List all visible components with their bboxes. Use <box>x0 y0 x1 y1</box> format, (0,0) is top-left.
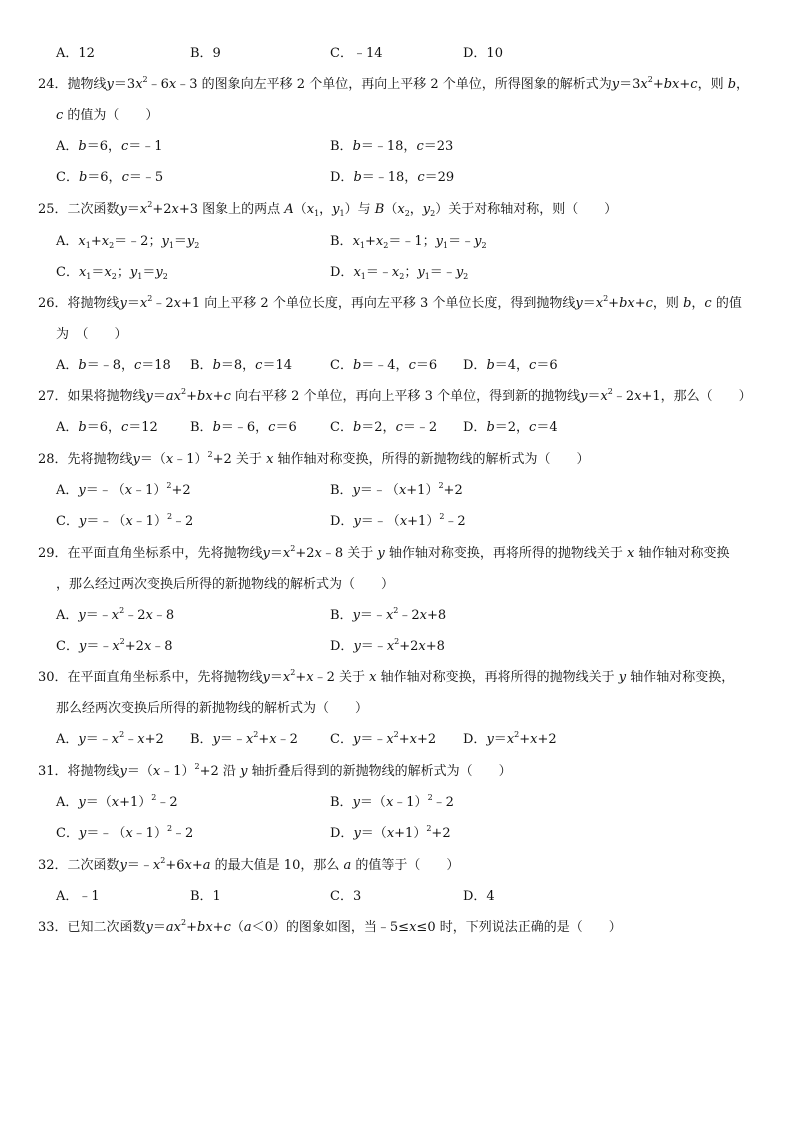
q27-opts-option-B: B．b＝﹣6，c＝6 <box>190 420 297 435</box>
q24-opts2-option-A: C．b＝6，c＝﹣5 <box>56 170 164 185</box>
q32-opts-option-A: A．﹣1 <box>56 889 100 904</box>
q23-opts-option-D: D．10 <box>463 46 503 61</box>
q25-question-text: 25．二次函数$y=x^2+2x+3$ 图象上的两点 $A(x_1$，$y_1$）与 $B(x_2$，$y_2$）关于对称轴对称，则（ ） <box>38 200 618 218</box>
q25-opts2-option-B: D．$x_1=﹣x_2$；$y_1=﹣y_2$ <box>330 265 469 281</box>
q23-opts-option-A: A．12 <box>56 46 95 61</box>
q24-cont-continuation-text: c 的值为（ ） <box>56 108 159 123</box>
q24-question-text: 24．抛物线$y=3x^2﹣6x﹣3$ 的图象向左平移 2 个单位，再向上平移 2 个单位，所得图象的解析式为$y=3x^2+bx+c$，则 b， <box>38 75 750 92</box>
q26-opts-option-D: D．b＝4，c＝6 <box>463 358 558 373</box>
q30-opts-option-D: D．$y=x^2+x+2$ <box>463 730 557 747</box>
q28-opts1-option-B: B．$y=﹣(x+1)^2+2$ <box>330 481 463 498</box>
q24-opts1-option-A: A．b＝6，c＝﹣1 <box>56 139 163 154</box>
q29-opts2-option-B: D．$y=﹣x^2+2x+8$ <box>330 637 445 654</box>
q27-opts-option-C: C．b＝2，c＝﹣2 <box>330 420 438 435</box>
q27-opts-option-D: D．b＝2，c＝4 <box>463 420 558 435</box>
q24-opts2-option-B: D．b＝﹣18，c＝29 <box>330 170 455 185</box>
q31-question-text: 31．将抛物线y＝（x﹣1）$^2$+2 沿 y 轴折叠后得到的新抛物线的解析式为（ ） <box>38 762 512 779</box>
q27-question-text: 27．如果将抛物线$y=ax^2+bx+c$ 向右平移 2 个单位，再向上平移 3 个单位，得到新的抛物线$y=x^2﹣2x+1$，那么（ ） <box>38 387 752 404</box>
q29-cont-continuation-text: ，那么经过两次变换后所得的新抛物线的解析式为（ ） <box>56 577 395 592</box>
q28-opts2-option-A: C．y＝﹣（x﹣1）$^2$﹣2 <box>56 512 194 529</box>
q24-opts1-option-B: B．b＝﹣18，c＝23 <box>330 139 454 154</box>
q26-question-text: 26．将抛物线$y=x^2﹣2x+1$ 向上平移 2 个单位长度，再向左平移 3 个单位长度，得到抛物线$y=x^2+bx+c$，则 b，c 的值 <box>38 294 742 311</box>
q32-opts-option-C: C．3 <box>330 889 362 904</box>
q27-opts-option-A: A．b＝6，c＝12 <box>56 420 158 435</box>
q29-question-text: 29．在平面直角坐标系中，先将抛物线$y=x^2+2x﹣8$ 关于 y 轴作轴对称变换，再将所得的抛物线关于 x 轴作轴对称变换 <box>38 544 730 561</box>
q29-opts1-option-B: B．$y=﹣x^2﹣2x+8$ <box>330 606 447 623</box>
q31-opts2-option-B: D．$y=(x+1)^2+2$ <box>330 824 451 841</box>
q26-cont-continuation-text: 为 （ ） <box>56 327 128 342</box>
q25-opts1-option-A: A．$x_1+x_2=﹣2$；$y_1=y_2$ <box>56 234 200 250</box>
q32-question-text: 32．二次函数$y=﹣x^2+6x+a$ 的最大值是 10，那么 a 的值等于（ ） <box>38 856 460 873</box>
q30-cont-continuation-text: 那么经两次变换后所得的新抛物线的解析式为（ ） <box>56 701 369 716</box>
q25-opts1-option-B: B．$x_1+x_2=﹣1$；$y_1=﹣y_2$ <box>330 234 487 250</box>
q29-opts2-option-A: C．$y=﹣x^2+2x﹣8$ <box>56 637 173 654</box>
q23-opts-option-B: B．9 <box>190 46 221 61</box>
q32-opts-option-B: B．1 <box>190 889 221 904</box>
q26-opts-option-A: A．b＝﹣8，c＝18 <box>56 358 171 373</box>
q30-opts-option-B: B．$y=﹣x^2+x﹣2$ <box>190 730 298 747</box>
q32-opts-option-D: D．4 <box>463 889 495 904</box>
q23-opts-option-C: C．﹣14 <box>330 46 383 61</box>
q30-opts-option-C: C．$y=﹣x^2+x+2$ <box>330 730 437 747</box>
q31-opts1-option-B: B．y＝（x﹣1）$^2$﹣2 <box>330 793 454 810</box>
q28-opts2-option-B: D．$y=﹣(x+1)^2﹣2$ <box>330 512 466 529</box>
q26-opts-option-C: C．b＝﹣4，c＝6 <box>330 358 438 373</box>
q31-opts1-option-A: A．$y=(x+1)^2﹣2$ <box>56 793 178 810</box>
q28-question-text: 28．先将抛物线y＝（x﹣1）$^2$+2 关于 x 轴作轴对称变换，所得的新抛物线的解析式为（ ） <box>38 450 590 467</box>
q29-opts1-option-A: A．$y=﹣x^2﹣2x﹣8$ <box>56 606 175 623</box>
q33-question-text: 33．已知二次函数$y=ax^2+bx+c(a<0)$的图象如图，当﹣5≤x≤0 时，下列说法正确的是（ ） <box>38 918 622 935</box>
q26-opts-option-B: B．b＝8，c＝14 <box>190 358 292 373</box>
q28-opts1-option-A: A．y＝﹣（x﹣1）$^2$+2 <box>56 481 191 498</box>
q30-question-text: 30．在平面直角坐标系中，先将抛物线$y=x^2+x﹣2$ 关于 x 轴作轴对称变换，再将所得的抛物线关于 y 轴作轴对称变换， <box>38 668 735 685</box>
q25-opts2-option-A: C．$x_1=x_2$；$y_1=y_2$ <box>56 265 168 281</box>
q30-opts-option-A: A．$y=﹣x^2﹣x+2$ <box>56 730 164 747</box>
q31-opts2-option-A: C．y＝﹣（x﹣1）$^2$﹣2 <box>56 824 194 841</box>
